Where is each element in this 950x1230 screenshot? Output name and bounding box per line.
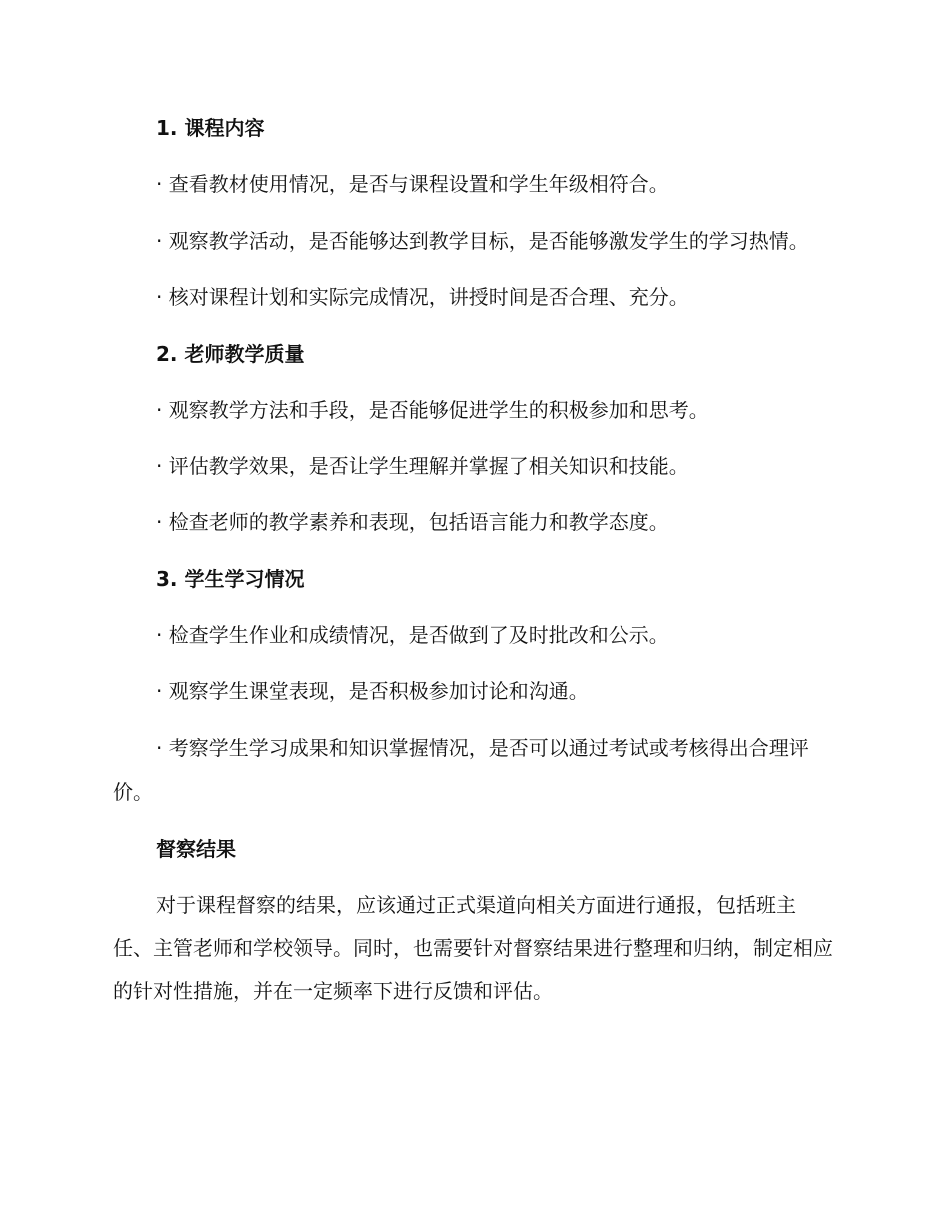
bullet-item: · 观察学生课堂表现，是否积极参加讨论和沟通。 (156, 679, 589, 703)
bullet-item: · 检查学生作业和成绩情况，是否做到了及时批改和公示。 (156, 623, 669, 647)
bullet-item: · 检查老师的教学素养和表现，包括语言能力和教学态度。 (156, 510, 669, 534)
results-paragraph: 对于课程督察的结果，应该通过正式渠道向相关方面进行通报，包括班主任、主管老师和学校领导。同时，也需要针对督察结果进行整理和归纳，制定相应的针对性措施，并在一定频率下进行反馈和评估。 (113, 893, 833, 1003)
bullet-item: · 核对课程计划和实际完成情况，讲授时间是否合理、充分。 (156, 285, 689, 309)
bullet-item: · 观察教学活动，是否能够达到教学目标，是否能够激发学生的学习热情。 (156, 229, 809, 253)
section-heading: 1. 课程内容 (156, 116, 265, 140)
section-teaching-quality (113, 339, 833, 551)
bullet-item: · 观察教学方法和手段，是否能够促进学生的积极参加和思考。 (156, 398, 709, 422)
section-results (113, 834, 833, 1013)
bullet-item: · 查看教材使用情况，是否与课程设置和学生年级相符合。 (156, 172, 669, 196)
document-body (113, 113, 833, 1013)
section-course-content (113, 113, 833, 326)
section-heading: 3. 学生学习情况 (156, 567, 305, 591)
bullet-item: · 评估教学效果，是否让学生理解并掌握了相关知识和技能。 (156, 454, 689, 478)
section-student-learning (113, 564, 833, 814)
section-heading: 2. 老师教学质量 (156, 342, 305, 366)
bullet-item: · 考察学生学习成果和知识掌握情况，是否可以通过考试或考核得出合理评价。 (113, 736, 809, 804)
section-heading: 督察结果 (156, 837, 236, 861)
